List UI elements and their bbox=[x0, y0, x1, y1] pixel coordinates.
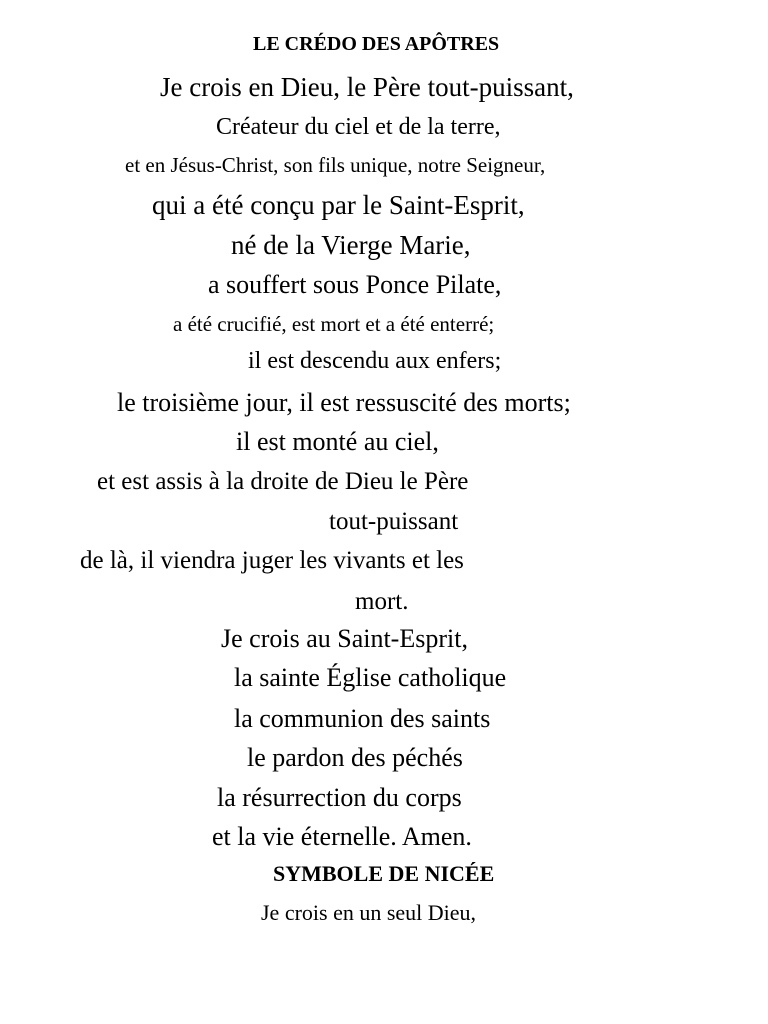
creed-line: né de la Vierge Marie, bbox=[231, 230, 471, 260]
creed-line: mort. bbox=[355, 588, 409, 615]
creed-line: le troisième jour, il est ressuscité des morts; bbox=[117, 388, 571, 417]
creed-line: tout-puissant bbox=[329, 508, 459, 535]
creed-line: de là, il viendra juger les vivants et les bbox=[80, 547, 464, 574]
creed-line: il est descendu aux enfers; bbox=[248, 348, 502, 374]
creed-line: a souffert sous Ponce Pilate, bbox=[208, 270, 502, 299]
creed-line: la sainte Église catholique bbox=[234, 663, 507, 692]
creed-line: et est assis à la droite de Dieu le Père bbox=[97, 468, 469, 495]
creed-line: Je crois au Saint-Esprit, bbox=[221, 624, 468, 653]
creed-line: la résurrection du corps bbox=[217, 783, 462, 812]
creed-line: Je crois en Dieu, le Père tout-puissant, bbox=[160, 72, 574, 102]
creed-line: Je crois en un seul Dieu, bbox=[261, 900, 477, 925]
creed-line: et en Jésus-Christ, son fils unique, notre Seigneur, bbox=[125, 153, 546, 177]
creed-line: et la vie éternelle. Amen. bbox=[212, 822, 472, 851]
creed-line: il est monté au ciel, bbox=[236, 427, 439, 456]
creed-line: le pardon des péchés bbox=[247, 743, 463, 772]
creed-line: Créateur du ciel et de la terre, bbox=[216, 114, 501, 140]
heading-apostles-creed: LE CRÉDO DES APÔTRES bbox=[253, 33, 500, 55]
creed-line: qui a été conçu par le Saint-Esprit, bbox=[152, 190, 525, 220]
creed-line: a été crucifié, est mort et a été enterré; bbox=[173, 312, 495, 336]
heading-nicene-creed: SYMBOLE DE NICÉE bbox=[273, 861, 495, 886]
creed-line: la communion des saints bbox=[234, 704, 491, 733]
